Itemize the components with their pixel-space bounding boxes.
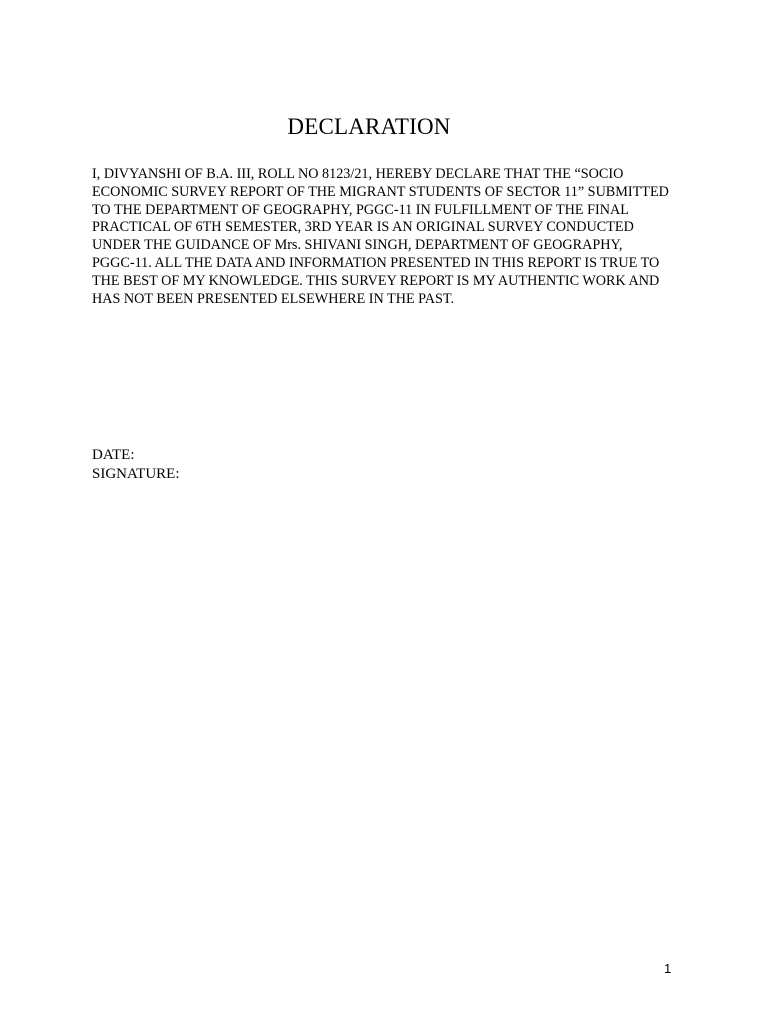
page-title: DECLARATION <box>287 114 451 139</box>
declaration-line: PGGC-11. ALL THE DATA AND INFORMATION PRESENTED IN THIS REPORT IS TRUE TO <box>92 254 660 271</box>
signature-label: SIGNATURE: <box>92 466 180 482</box>
declaration-line: UNDER THE GUIDANCE OF Mrs. SHIVANI SINGH, DEPARTMENT OF GEOGRAPHY, <box>92 237 623 254</box>
declaration-line: TO THE DEPARTMENT OF GEOGRAPHY, PGGC-11 IN FULFILLMENT OF THE FINAL <box>92 201 629 218</box>
declaration-line: ECONOMIC SURVEY REPORT OF THE MIGRANT STUDENTS OF SECTOR 11” SUBMITTED <box>92 183 669 200</box>
declaration-line: THE BEST OF MY KNOWLEDGE. THIS SURVEY REPORT IS MY AUTHENTIC WORK AND <box>92 272 660 289</box>
declaration-line: I, DIVYANSHI OF B.A. III, ROLL NO 8123/21, HEREBY DECLARE THAT THE “SOCIO <box>92 166 624 182</box>
date-label: DATE: <box>92 447 135 463</box>
declaration-line: PRACTICAL OF 6TH SEMESTER, 3RD YEAR IS AN ORIGINAL SURVEY CONDUCTED <box>92 219 634 236</box>
declaration-body <box>92 166 682 308</box>
declaration-line: HAS NOT BEEN PRESENTED ELSEWHERE IN THE PAST. <box>92 290 455 307</box>
page-number: 1 <box>664 961 672 976</box>
